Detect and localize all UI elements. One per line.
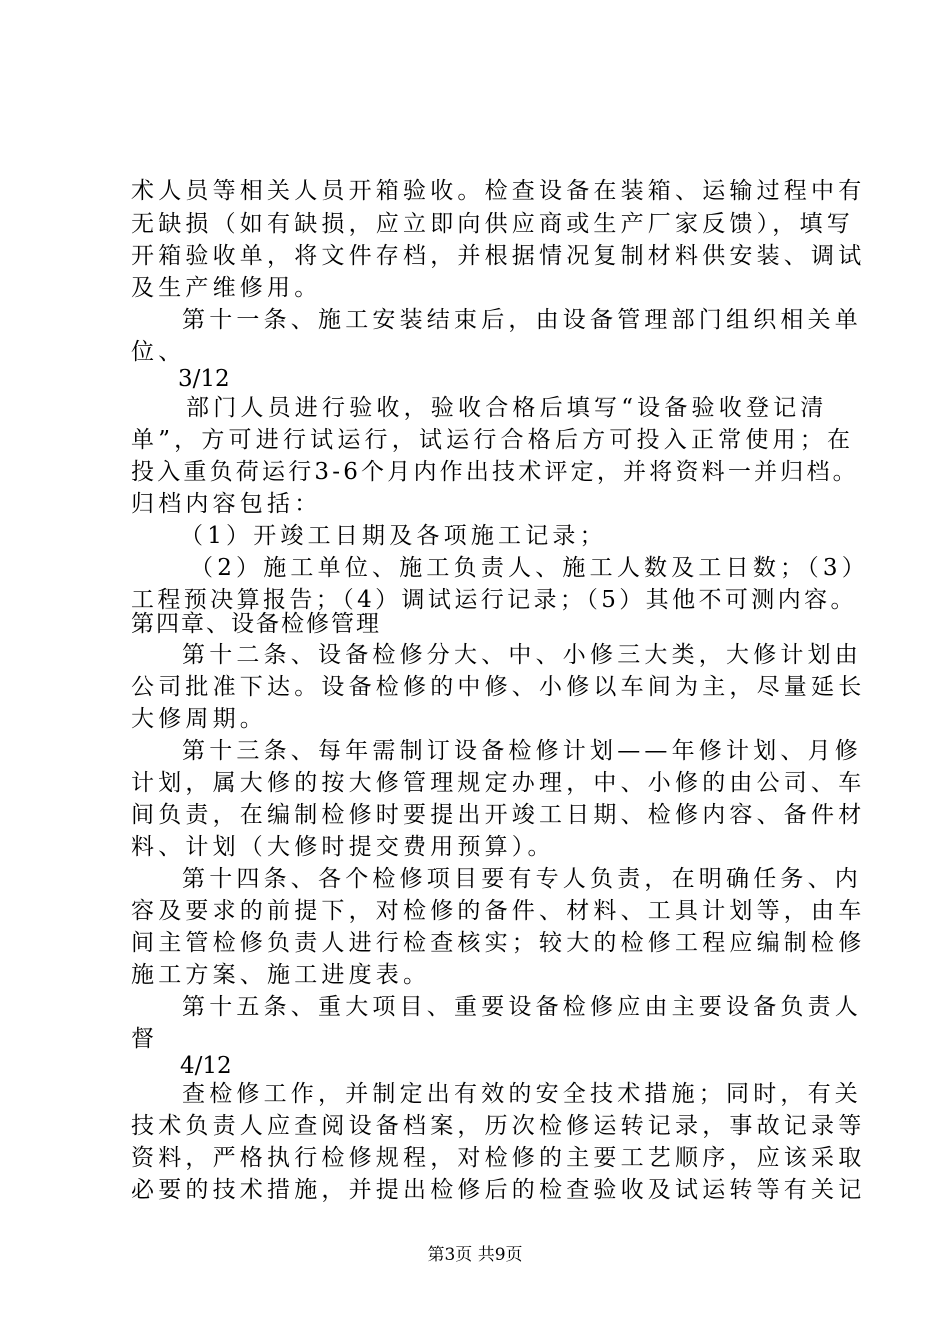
text-line: 部门人员进行验收，验收合格后填写“设备验收登记清: [186, 395, 828, 421]
text-line: 无缺损（如有缺损，应立即向供应商或生产厂家反馈），填写: [131, 211, 854, 237]
text-line: 计划，属大修的按大修管理规定办理，中、小修的由公司、车: [131, 770, 866, 796]
page-marker: 3/12: [178, 366, 230, 392]
text-line: 单”，方可进行试运行，试运行合格后方可投入正常使用；在: [131, 427, 855, 453]
text-line: 投入重负荷运行3-6个月内作出技术评定，并将资料一并归档。: [131, 459, 859, 485]
text-line: 间负责，在编制检修时要提出开竣工日期、检修内容、备件材: [131, 802, 866, 828]
text-line: （1）开竣工日期及各项施工记录；: [180, 523, 607, 549]
text-line: 位、: [131, 339, 186, 365]
text-line: 第十二条、设备检修分大、中、小修三大类，大修计划由: [182, 642, 862, 668]
text-line: 术人员等相关人员开箱验收。检查设备在装箱、运输过程中有: [131, 178, 866, 204]
text-line: 第十一条、施工安装结束后，由设备管理部门组织相关单: [182, 307, 862, 333]
text-line: 施工方案、施工进度表。: [131, 962, 431, 988]
text-line: 工程预决算报告；（4）调试运行记录；（5）其他不可测内容。: [131, 587, 857, 613]
text-line: 第十四条、各个检修项目要有专人负责，在明确任务、内: [182, 866, 862, 892]
page-marker: 4/12: [180, 1053, 232, 1079]
text-line: 及生产维修用。: [131, 275, 322, 301]
text-line: 容及要求的前提下，对检修的备件、材料、工具计划等，由车: [131, 898, 866, 924]
text-line: 间主管检修负责人进行检查核实；较大的检修工程应编制检修: [131, 930, 866, 956]
text-line: （2）施工单位、施工负责人、施工人数及工日数；（3）: [190, 555, 869, 581]
text-line: 资料，严格执行检修规程，对检修的主要工艺顺序，应该采取: [131, 1145, 866, 1171]
text-line: 归档内容包括：: [131, 491, 322, 517]
text-line: 开箱验收单，将文件存档，并根据情况复制材料供安装、调试: [131, 243, 866, 269]
text-line: 公司批准下达。设备检修的中修、小修以车间为主，尽量延长: [131, 674, 866, 700]
page-footer: 第3页 共9页: [427, 1245, 523, 1265]
text-line: 必要的技术措施，并提出检修后的检查验收及试运转等有关记: [131, 1177, 866, 1203]
text-line: 查检修工作，并制定出有效的安全技术措施；同时，有关: [182, 1081, 862, 1107]
text-line: 技术负责人应查阅设备档案，历次检修运转记录，事故记录等: [131, 1113, 866, 1139]
text-line: 督: [131, 1026, 159, 1052]
chapter-heading: 第四章、设备检修管理: [131, 611, 381, 637]
text-line: 第十五条、重大项目、重要设备检修应由主要设备负责人: [182, 994, 862, 1020]
text-line: 大修周期。: [131, 706, 267, 732]
text-line: 第十三条、每年需制订设备检修计划——年修计划、月修: [182, 738, 862, 764]
text-line: 料、计划（大修时提交费用预算）。: [131, 834, 555, 860]
